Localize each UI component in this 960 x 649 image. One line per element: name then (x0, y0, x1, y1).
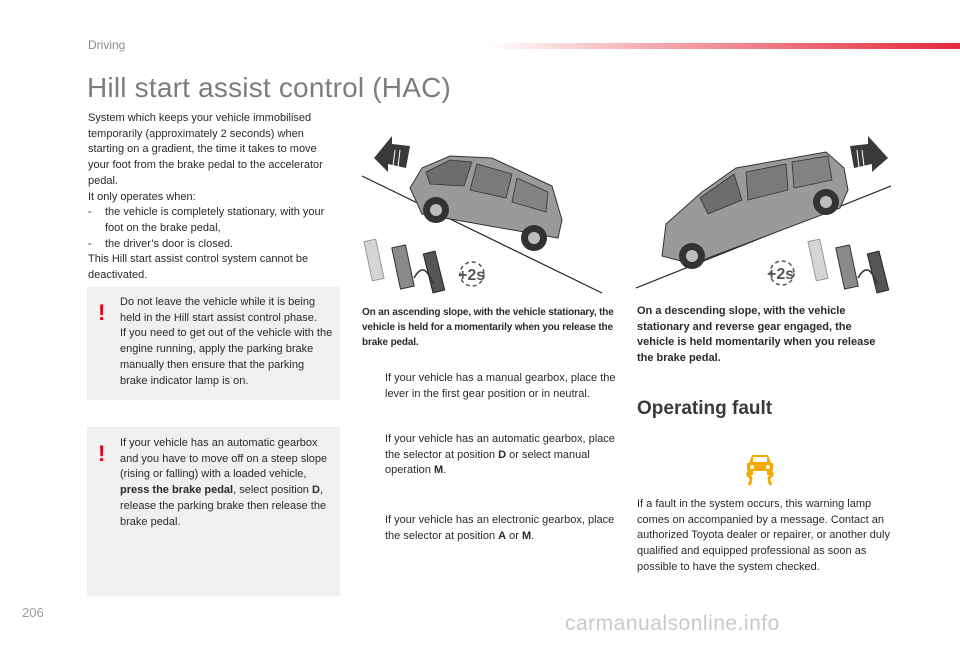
page-title: Hill start assist control (HAC) (87, 72, 452, 103)
intro-text (88, 111, 338, 284)
timer-badge (458, 262, 485, 286)
watermark: carmanualsonline.info (565, 612, 780, 635)
page-number: 206 (22, 605, 44, 620)
fault-description: If a fault in the system occurs, this warning lamp comes on accompanied by a message. Contact an authorized Toyota dealer or repairer, or another duly qualified and equipped professional as soon as possible to have the system checked. (637, 498, 890, 573)
list-item: If your vehicle has an electronic gearbox, place the selector at position A or M. (385, 514, 615, 542)
header-accent-bar (488, 43, 960, 49)
intro-paragraph: This Hill start assist control system cannot be deactivated. (88, 253, 309, 282)
exclamation-icon: ! (98, 441, 106, 466)
pedals-illustration (364, 239, 445, 293)
intro-paragraph: It only operates when: (88, 190, 196, 203)
intro-bullet: - the vehicle is completely stationary, with your foot on the brake pedal, (88, 206, 325, 234)
caption-ascending: On an ascending slope, with the vehicle stationary, the vehicle is held for a momentarily when you release the brake pedal. (362, 307, 614, 348)
svg-text:+2s: +2s (458, 267, 486, 284)
intro-bullet: - the driver’s door is closed. (88, 237, 233, 250)
section-heading: Operating fault (637, 398, 773, 419)
intro-paragraph: System which keeps your vehicle immobilised temporarily (approximately 2 seconds) when starting on a gradient, the time it takes to move your foot from the brake pedal to the accelerator pedal. (88, 112, 323, 187)
skid-warning-icon (743, 451, 777, 487)
van-ascending-icon (362, 128, 624, 296)
warning-box (87, 427, 340, 596)
caption-descending: On a descending slope, with the vehicle stationary and reverse gear engaged, the vehicle is held momentarily when you release the brake pedal. (637, 305, 876, 364)
arrow-icon (850, 136, 888, 172)
timer-badge (767, 261, 794, 285)
svg-text:+2s: +2s (767, 266, 795, 283)
warning-box (87, 287, 340, 400)
warning-text: If your vehicle has an automatic gearbox and you have to move off on a steep slope (rising or falling) with a loaded vehicle, press the brake pedal, select position D, release the parking brake then release the brake pedal. (120, 437, 328, 528)
section-label: Driving (88, 38, 126, 52)
pedals-illustration (808, 239, 889, 293)
list-item: If your vehicle has a manual gearbox, place the lever in the first gear position or in neutral. (385, 372, 616, 400)
arrow-icon (374, 136, 410, 172)
exclamation-icon: ! (98, 300, 106, 325)
van-descending-icon (636, 128, 896, 296)
warning-text: Do not leave the vehicle while it is being held in the Hill start assist control phase. If you need to get out of the vehicle with the engine running, apply the parking brake manually then ensure that the parking brake indicator lamp is on. (120, 296, 333, 387)
list-item: If your vehicle has an automatic gearbox, place the selector at position D or select manual operation M. (385, 433, 615, 477)
